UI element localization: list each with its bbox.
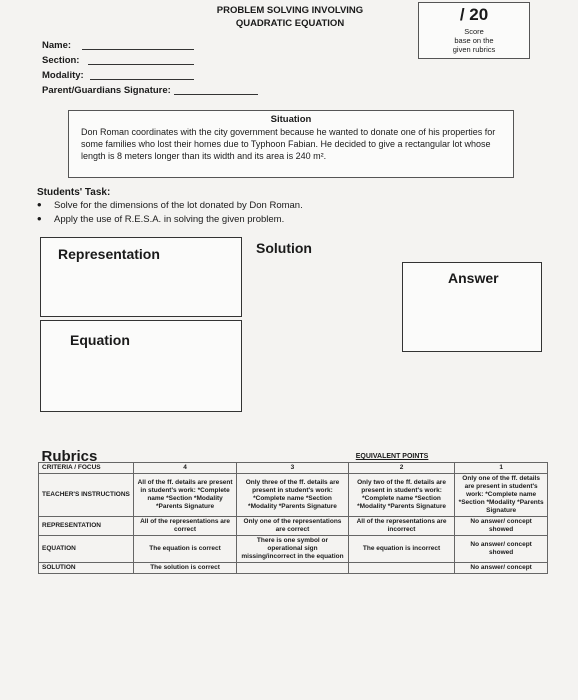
score-note-line-2: base on the (454, 36, 494, 45)
equation-title: Equation (70, 332, 130, 348)
criteria-cell: SOLUTION (39, 563, 134, 574)
rubric-cell: No answer/ concept (455, 563, 548, 574)
score-note (419, 27, 529, 54)
criteria-cell: TEACHER'S INSTRUCTIONS (39, 474, 134, 517)
rubrics-title: Rubrics (41, 448, 98, 465)
signature-label: Parent/Guardians Signature: (42, 85, 171, 96)
rubric-cell: The solution is correct (134, 563, 237, 574)
rubric-cell (237, 563, 349, 574)
rubric-cell: Only one of the ff. details are present in student's work: *Complete name *Section *Modality *Parents Signature (455, 474, 548, 517)
score-value: / 20 (459, 5, 489, 24)
solution-title: Solution (256, 240, 312, 256)
points-row (39, 463, 548, 474)
modality-field[interactable] (90, 79, 194, 80)
task-item: • Apply the use of R.E.S.A. in solving the given problem. (37, 213, 303, 227)
title-line-1: PROBLEM SOLVING INVOLVING (216, 5, 364, 16)
table-row (39, 563, 548, 574)
section-label: Section: (42, 55, 80, 66)
worksheet-title (195, 4, 385, 30)
rubric-cell: Only one of the representations are correct (237, 517, 349, 536)
points-header: 3 (237, 463, 349, 474)
criteria-cell: REPRESENTATION (39, 517, 134, 536)
rubric-cell: All of the representations are correct (134, 517, 237, 536)
rubric-cell (348, 563, 454, 574)
representation-title: Representation (58, 246, 160, 262)
rubric-cell: The equation is incorrect (348, 536, 454, 563)
rubric-cell: No answer/ concept showed (455, 536, 548, 563)
rubric-cell: The equation is correct (134, 536, 237, 563)
criteria-label: CRITERIA / FOCUS (39, 463, 134, 474)
name-field[interactable] (82, 49, 194, 50)
situation-text: Don Roman coordinates with the city government because he wanted to donate one of his properties for some families who lost their homes due to Typhoon Fabian. He decided to give a rectangular lot whose length is 8 meters longer than its width and its area is 240 m². (81, 127, 496, 161)
section-field[interactable] (88, 64, 194, 65)
task-heading: Students' Task: (37, 187, 111, 198)
score-note-line-1: Score (464, 27, 484, 36)
rubric-cell: No answer/ concept showed (455, 517, 548, 536)
rubrics-title-row (39, 452, 548, 463)
rubric-cell: Only two of the ff. details are present in student's work: *Complete name *Section *Modality *Parents Signature (348, 474, 454, 517)
equivalent-points-label: EQUIVALENT POINTS (355, 453, 429, 460)
situation-box (68, 110, 514, 178)
points-header: 1 (455, 463, 548, 474)
situation-title: Situation (270, 114, 312, 125)
rubric-cell: All of the ff. details are present in student's work: *Complete name *Section *Modality *Parents Signature (134, 474, 237, 517)
table-row (39, 474, 548, 517)
name-label: Name: (42, 40, 72, 51)
points-header: 2 (348, 463, 454, 474)
score-box (418, 2, 530, 59)
rubric-cell: All of the representations are incorrect (348, 517, 454, 536)
answer-title: Answer (448, 270, 499, 286)
table-row (39, 517, 548, 536)
task-item: • Solve for the dimensions of the lot donated by Don Roman. (37, 199, 303, 213)
table-row (39, 536, 548, 563)
title-line-2: QUADRATIC EQUATION (235, 18, 345, 29)
modality-label: Modality: (42, 70, 84, 81)
score-note-line-3: given rubrics (452, 45, 496, 54)
rubrics-table (38, 448, 548, 574)
task-list (37, 199, 303, 227)
rubric-cell: Only three of the ff. details are present in student's work: *Complete name *Section *Modality *Parents Signature (237, 474, 349, 517)
rubric-cell: There is one symbol or operational sign missing/incorrect in the equation (237, 536, 349, 563)
points-header: 4 (134, 463, 237, 474)
signature-field[interactable] (174, 94, 258, 95)
criteria-cell: EQUATION (39, 536, 134, 563)
